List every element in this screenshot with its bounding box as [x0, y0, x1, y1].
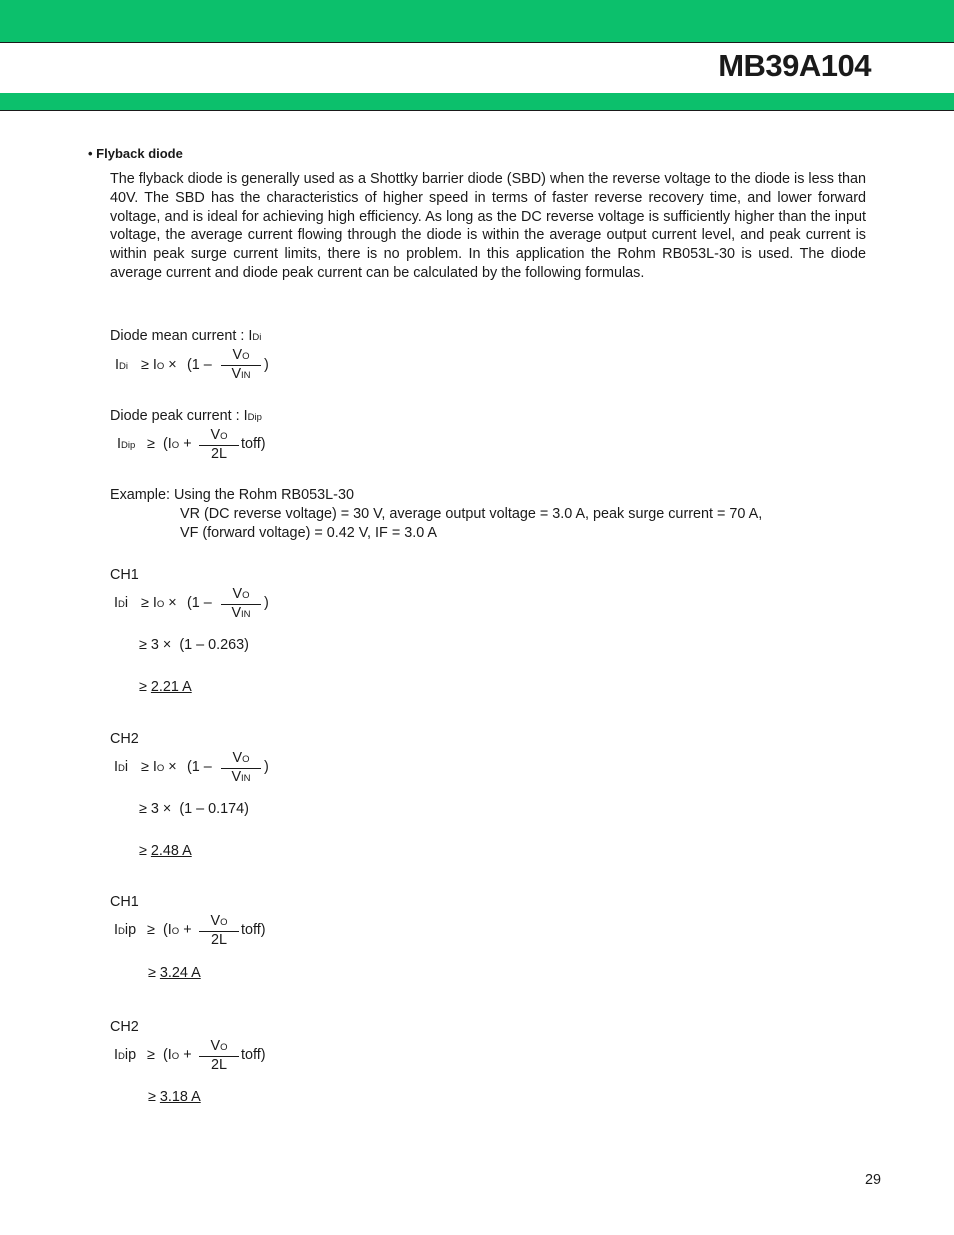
subscript: O — [171, 1051, 180, 1062]
example-line-1: Example: Using the Rohm RB053L-30 — [110, 487, 354, 503]
denominator: 2L — [210, 446, 227, 462]
subscript: O — [171, 926, 180, 937]
section-heading: • Flyback diode — [88, 146, 183, 161]
symbol: V — [210, 913, 221, 929]
formula-peak-io — [163, 436, 192, 452]
fraction-vo-vin — [221, 347, 261, 384]
symbol: I — [152, 357, 157, 373]
symbol: I — [115, 357, 119, 373]
symbol: i — [124, 759, 129, 775]
denominator — [231, 769, 250, 787]
symbol: I — [114, 759, 118, 775]
subscript: D — [118, 599, 125, 610]
numerator — [211, 427, 228, 445]
subscript: D — [118, 763, 125, 774]
subscript: O — [220, 1042, 228, 1053]
symbol: × — [168, 357, 177, 373]
ch1-mean-heading: CH1 — [110, 567, 139, 583]
peak-current-label — [110, 408, 262, 424]
symbol: + — [183, 922, 192, 938]
numerator — [211, 1038, 228, 1056]
header-top-band — [0, 0, 954, 42]
document-title: MB39A104 — [718, 48, 871, 83]
symbol: ≥ — [148, 1089, 156, 1105]
numerator — [233, 750, 250, 768]
mean-current-label — [110, 328, 261, 344]
subscript: O — [220, 917, 228, 928]
symbol: V — [231, 605, 242, 621]
symbol: V — [232, 750, 243, 766]
subscript: O — [156, 361, 165, 372]
fraction-vo-vin — [221, 750, 261, 787]
symbol: V — [210, 427, 221, 443]
peak-current-label-text: Diode peak current : I — [110, 408, 248, 424]
ch1-peak-toff: toff) — [241, 922, 266, 938]
ch1-mean-result — [139, 679, 192, 695]
subscript: D — [118, 1051, 125, 1062]
example-line-2: VR (DC reverse voltage) = 30 V, average output voltage = 3.0 A, peak surge current = 70 A, — [180, 506, 763, 522]
fraction-vo-vin — [221, 586, 261, 623]
ch2-mean-paren: (1 – — [187, 759, 212, 775]
header-bottom-band — [0, 93, 954, 110]
ch1-mean-close: ) — [264, 595, 269, 611]
result-value: 2.48 A — [150, 843, 192, 859]
symbol: ≥ — [139, 637, 147, 653]
subscript: Di — [119, 361, 128, 372]
step-value: (1 – 0.263) — [179, 637, 249, 653]
subscript: Di — [252, 332, 262, 343]
ch1-peak-io — [163, 922, 192, 938]
formula-mean-paren: (1 – — [187, 357, 212, 373]
numerator — [233, 347, 250, 365]
symbol: ≥ — [141, 595, 149, 611]
page-number: 29 — [865, 1172, 882, 1188]
symbol: × — [168, 759, 177, 775]
symbol: ip — [124, 922, 137, 938]
result-value: 3.24 A — [159, 965, 201, 981]
formula-mean-lhs — [115, 357, 128, 373]
formula-mean-close: ) — [264, 357, 269, 373]
symbol: ip — [124, 1047, 137, 1063]
ch2-peak-heading: CH2 — [110, 1019, 139, 1035]
fraction-vo-2l — [199, 1038, 239, 1074]
symbol: I — [114, 1047, 118, 1063]
subscript: O — [156, 599, 165, 610]
ch1-mean-rhs-a — [141, 595, 177, 611]
symbol: + — [183, 1047, 192, 1063]
header-bottom-rule — [0, 110, 954, 111]
symbol: I — [117, 436, 121, 452]
symbol: ≥ — [141, 357, 149, 373]
subscript: O — [156, 763, 165, 774]
symbol: ≥ — [139, 801, 147, 817]
symbol: V — [231, 366, 242, 382]
example-line-3: VF (forward voltage) = 0.42 V, IF = 3.0 A — [180, 525, 438, 541]
symbol: 3 × — [150, 637, 172, 653]
subscript: O — [242, 754, 250, 765]
subscript: O — [220, 431, 228, 442]
symbol: V — [210, 1038, 221, 1054]
subscript: O — [171, 440, 180, 451]
symbol: I — [114, 595, 118, 611]
ch1-mean-step — [139, 637, 249, 653]
denominator — [231, 605, 250, 623]
symbol: (I — [163, 436, 172, 452]
symbol: 3 × — [150, 801, 172, 817]
ch2-mean-result — [139, 843, 192, 859]
ch2-mean-heading: CH2 — [110, 731, 139, 747]
ch2-mean-step — [139, 801, 249, 817]
subscript: O — [242, 590, 250, 601]
ch1-peak-lhs — [114, 922, 136, 938]
formula-mean-rhs-a — [141, 357, 177, 373]
subscript: D — [118, 926, 125, 937]
symbol: I — [152, 595, 157, 611]
denominator: 2L — [210, 1057, 227, 1073]
formula-peak-geq: ≥ — [147, 436, 155, 452]
symbol: × — [168, 595, 177, 611]
ch1-mean-paren: (1 – — [187, 595, 212, 611]
mean-current-label-text: Diode mean current : I — [110, 328, 253, 344]
denominator: 2L — [210, 932, 227, 948]
ch2-mean-lhs — [114, 759, 128, 775]
symbol: V — [232, 347, 243, 363]
subscript: Dip — [121, 440, 136, 451]
symbol: V — [231, 769, 242, 785]
subscript: Dip — [247, 412, 262, 423]
numerator — [233, 586, 250, 604]
ch1-mean-lhs — [114, 595, 128, 611]
subscript: IN — [241, 370, 251, 381]
ch1-peak-result — [148, 965, 201, 981]
symbol: I — [114, 922, 118, 938]
fraction-vo-2l — [199, 427, 239, 463]
numerator — [211, 913, 228, 931]
symbol: I — [152, 759, 157, 775]
result-value: 3.18 A — [159, 1089, 201, 1105]
symbol: ≥ — [139, 679, 147, 695]
ch2-mean-close: ) — [264, 759, 269, 775]
symbol: i — [124, 595, 129, 611]
formula-peak-lhs — [117, 436, 135, 452]
symbol: (I — [163, 1047, 172, 1063]
ch2-peak-geq: ≥ — [147, 1047, 155, 1063]
symbol: ≥ — [139, 843, 147, 859]
result-value: 2.21 A — [150, 679, 192, 695]
ch1-peak-geq: ≥ — [147, 922, 155, 938]
subscript: IN — [241, 773, 251, 784]
header-top-rule — [0, 42, 954, 43]
ch2-peak-result — [148, 1089, 201, 1105]
symbol: ≥ — [148, 965, 156, 981]
step-value: (1 – 0.174) — [179, 801, 249, 817]
symbol: V — [232, 586, 243, 602]
denominator — [231, 366, 250, 384]
subscript: IN — [241, 609, 251, 620]
formula-peak-toff: toff) — [241, 436, 266, 452]
ch2-peak-lhs — [114, 1047, 136, 1063]
ch2-peak-io — [163, 1047, 192, 1063]
section-paragraph: The flyback diode is generally used as a Shottky barrier diode (SBD) when the reverse voltage to the diode is less than 40V. The SBD has the characteristics of higher speed in terms of faster reverse recovery time, and lower forward voltage, and is ideal for achieving high efficiency. As long as the DC reverse voltage is sufficiently higher than the input voltage, the average current flowing through the diode is within the average output current level, and peak current is within peak surge current limits, there is no problem. In this application the Rohm RB053L-30 is used. The diode average current and diode peak current can be calculated by the following formulas. — [110, 171, 866, 281]
subscript: O — [242, 351, 250, 362]
ch2-peak-toff: toff) — [241, 1047, 266, 1063]
symbol: ≥ — [141, 759, 149, 775]
ch2-mean-rhs-a — [141, 759, 177, 775]
symbol: (I — [163, 922, 172, 938]
ch1-peak-heading: CH1 — [110, 894, 139, 910]
fraction-vo-2l — [199, 913, 239, 949]
symbol: + — [183, 436, 192, 452]
